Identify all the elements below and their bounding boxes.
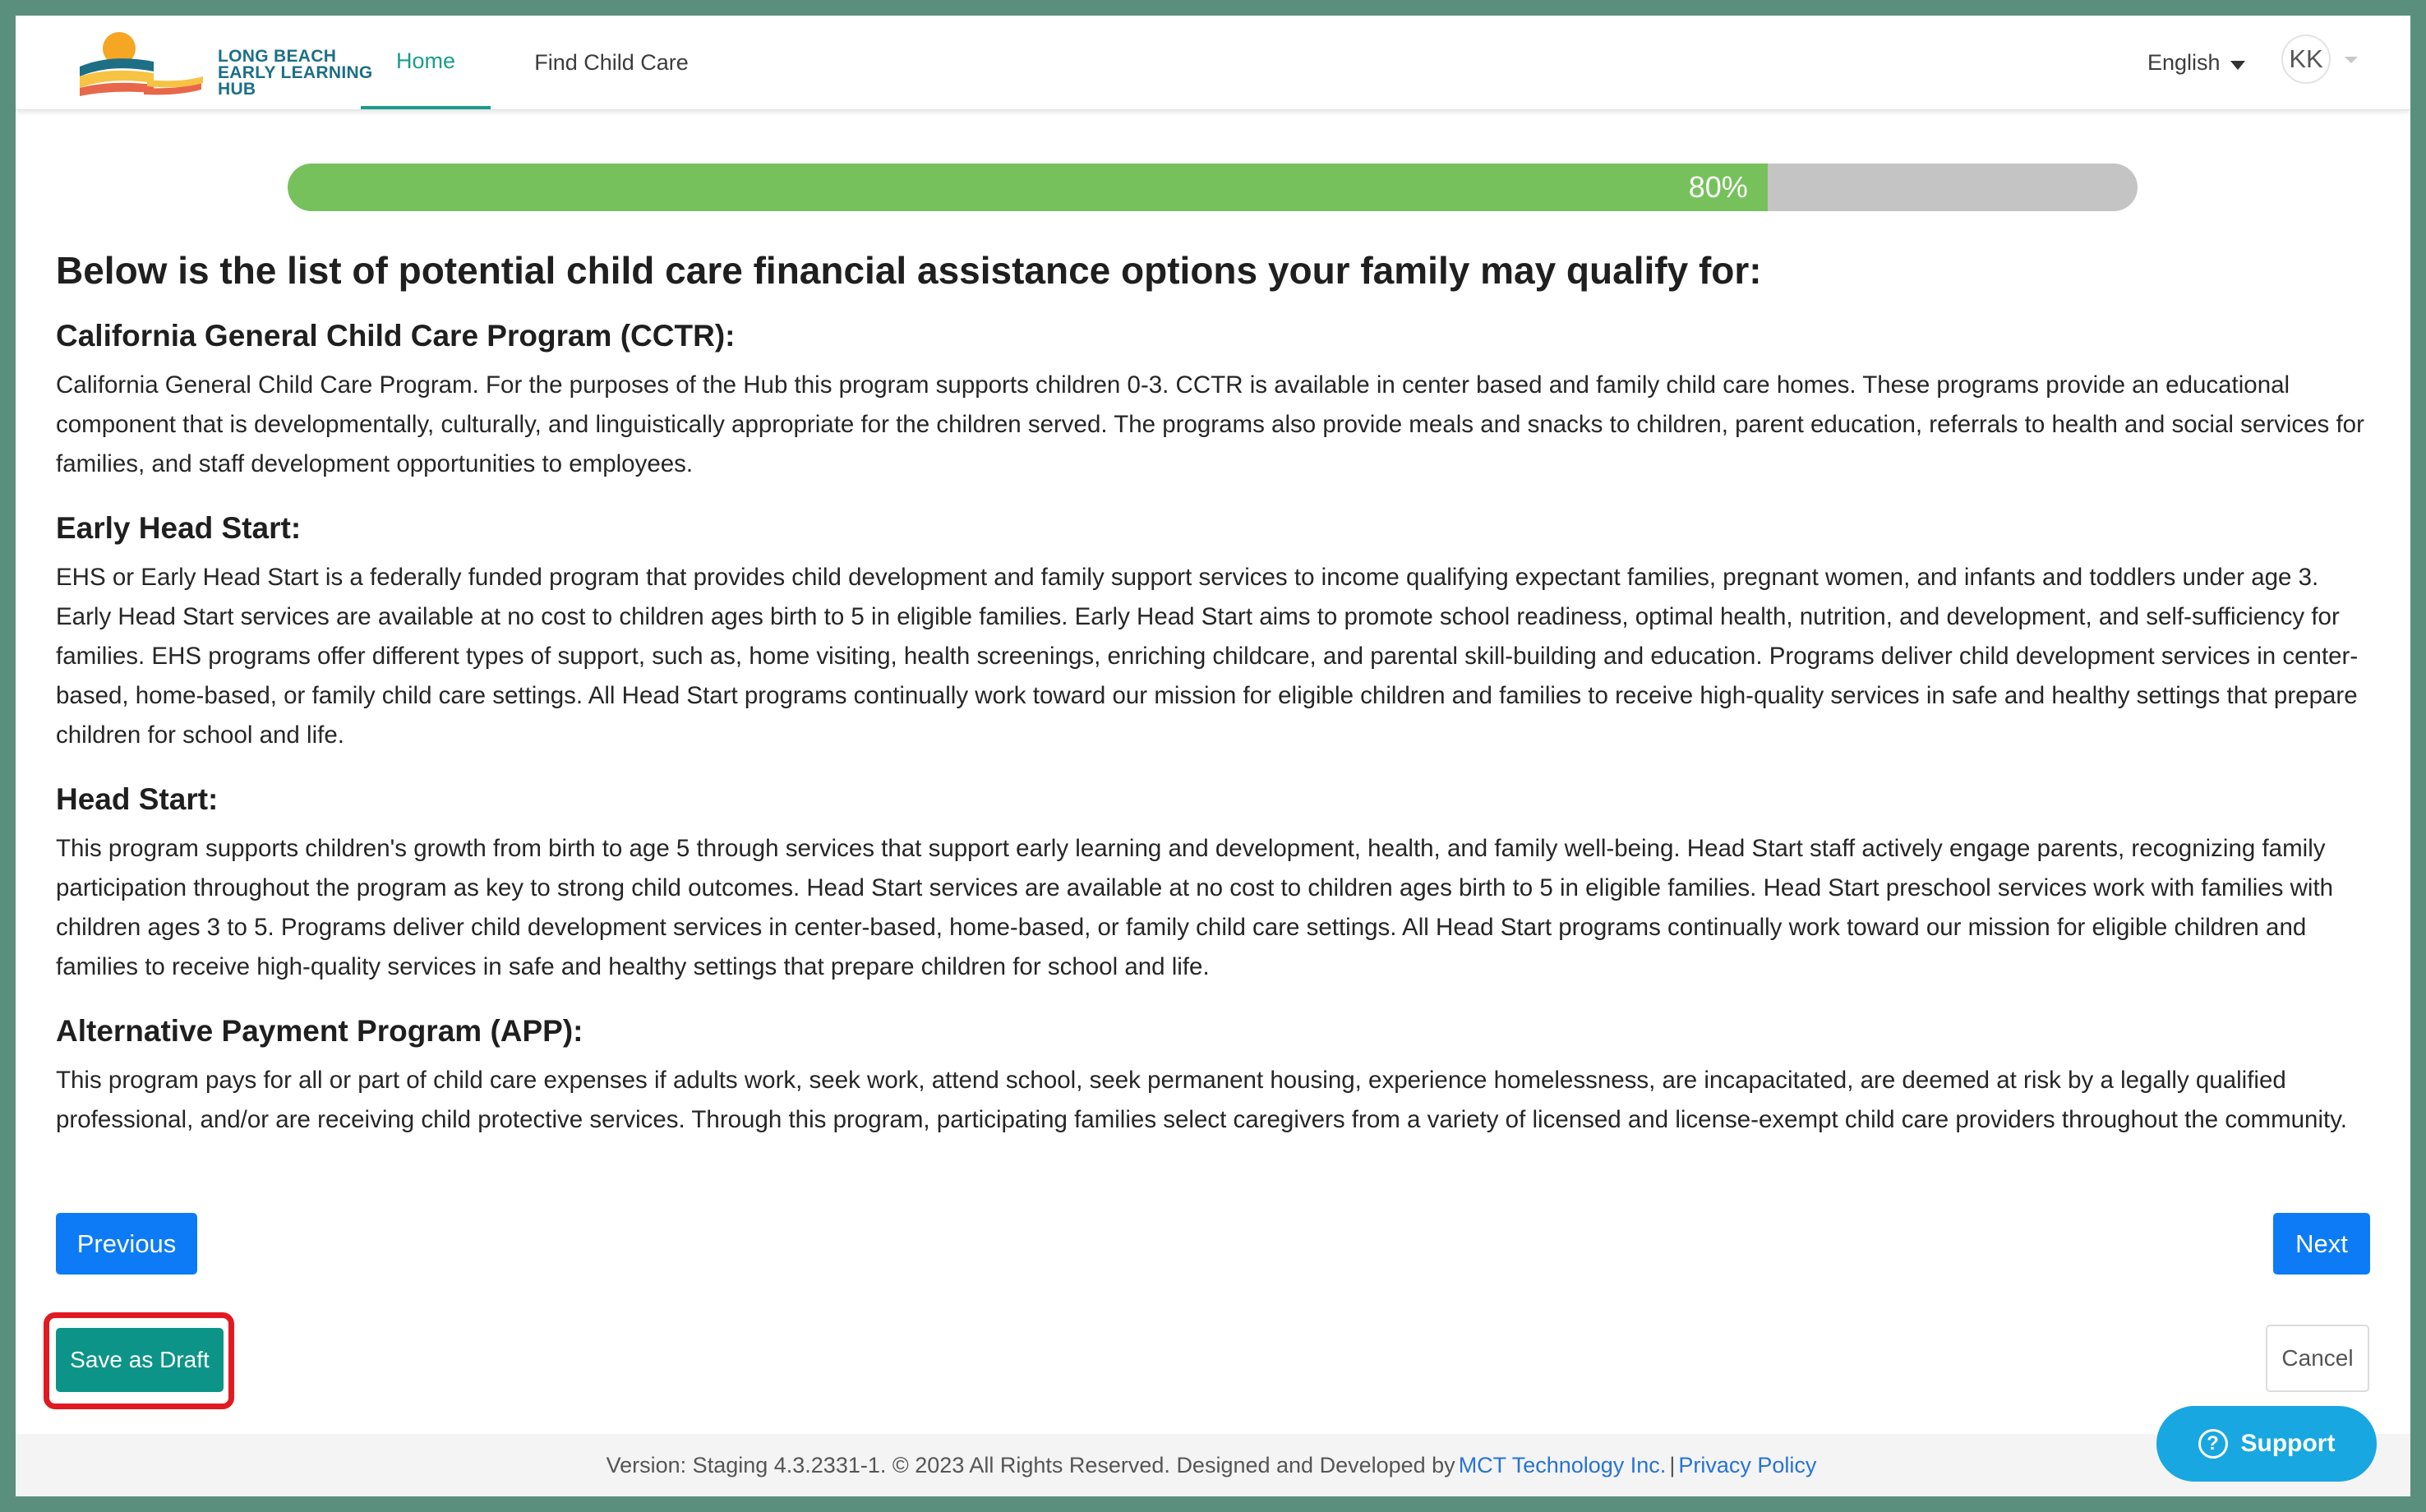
program-description: California General Child Care Program. For the purposes of the Hub this program supports children 0-3. CCTR is available in center based and family child care homes. These programs provide an educational component that is developmentally, culturally, and linguistically appropriate for the children served. The programs also provide meals and snacks to children, parent education, referrals to health and social services for families, and staff development opportunities to employees. xyxy=(56,371,2364,477)
nav-home[interactable]: Home xyxy=(361,16,491,109)
site-logo[interactable] xyxy=(78,25,373,99)
program-head-start xyxy=(56,780,2373,987)
next-button[interactable]: Next xyxy=(2273,1213,2370,1275)
nav-find-child-care[interactable]: Find Child Care xyxy=(534,49,689,75)
previous-button[interactable]: Previous xyxy=(56,1213,197,1275)
logo-text: LONG BEACH EARLY LEARNING HUB xyxy=(218,47,373,99)
language-label: English xyxy=(2147,49,2221,75)
support-button[interactable] xyxy=(2156,1406,2377,1482)
progress-bar xyxy=(288,164,2138,211)
company-link[interactable]: MCT Technology Inc. xyxy=(1458,1452,1667,1477)
program-title: Head Start: xyxy=(56,782,219,816)
footer-separator: | xyxy=(1669,1452,1676,1477)
program-early-head-start xyxy=(56,509,2373,755)
logo-graphic-icon xyxy=(78,25,218,99)
page-footer xyxy=(16,1434,2410,1496)
program-title: California General Child Care Program (CCTR): xyxy=(56,319,736,353)
progress-fill xyxy=(288,164,1768,211)
top-header xyxy=(16,16,2410,110)
program-app xyxy=(56,1012,2373,1140)
program-title: Alternative Payment Program (APP): xyxy=(56,1014,583,1048)
privacy-policy-link[interactable]: Privacy Policy xyxy=(1678,1452,1817,1477)
program-description: This program pays for all or part of child care expenses if adults work, seek work, attend school, seek permanent housing, experience homelessness, are incapacitated, are deemed at risk by a legally qualified professional, and/or are receiving child protective services. Through this program, participating families select caregivers from a variety of licensed and license-exempt child care providers throughout the community. xyxy=(56,1067,2347,1133)
chevron-down-icon[interactable] xyxy=(2345,57,2358,63)
program-description: EHS or Early Head Start is a federally funded program that provides child development and family support services to income qualifying expectant families, pregnant women, and infants and toddlers under age 3. Early Head Start services are available at no cost to children ages birth to 5 in eligible families. Early Head Start aims to promote school readiness, optimal health, nutrition, and development, and self-sufficiency for families. EHS programs offer different types of support, such as, home visiting, health screenings, enriching childcare, and parental skill-building and education. Programs deliver child development services in center-based, home-based, or family child care settings. All Head Start programs continually work toward our mission for eligible children and families to receive high-quality services in safe and healthy settings that prepare children for school and life. xyxy=(56,564,2359,749)
footer-text: Version: Staging 4.3.2331-1. © 2023 All Rights Reserved. Designed and Developed by xyxy=(606,1452,1455,1477)
progress-label: 80% xyxy=(1688,170,1748,204)
main-content xyxy=(56,246,2373,1164)
question-circle-icon: ? xyxy=(2198,1429,2228,1459)
program-description: This program supports children's growth from birth to age 5 through services that support early learning and development, health, and family well-being. Head Start staff actively engage parents, recognizing family participation throughout the program as key to strong child outcomes. Head Start services are available at no cost to children ages birth to 5 in eligible families. Head Start preschool services work with families with children ages 3 to 5. Programs deliver child development services in center-based, home-based, or family child care settings. All Head Start programs continually work toward our mission for eligible children and families to receive high-quality services in safe and healthy settings that prepare children for school and life. xyxy=(56,835,2334,980)
program-cctr xyxy=(56,316,2373,484)
user-avatar[interactable]: KK xyxy=(2281,35,2331,84)
support-label: Support xyxy=(2240,1430,2336,1457)
program-title: Early Head Start: xyxy=(56,511,302,545)
save-as-draft-button[interactable]: Save as Draft xyxy=(56,1328,224,1392)
caret-down-icon xyxy=(2230,61,2245,70)
cancel-button[interactable]: Cancel xyxy=(2266,1325,2369,1392)
language-selector[interactable] xyxy=(2147,16,2245,109)
app-window xyxy=(16,16,2410,1496)
page-heading: Below is the list of potential child care financial assistance options your family may qualify for: xyxy=(56,249,1762,292)
